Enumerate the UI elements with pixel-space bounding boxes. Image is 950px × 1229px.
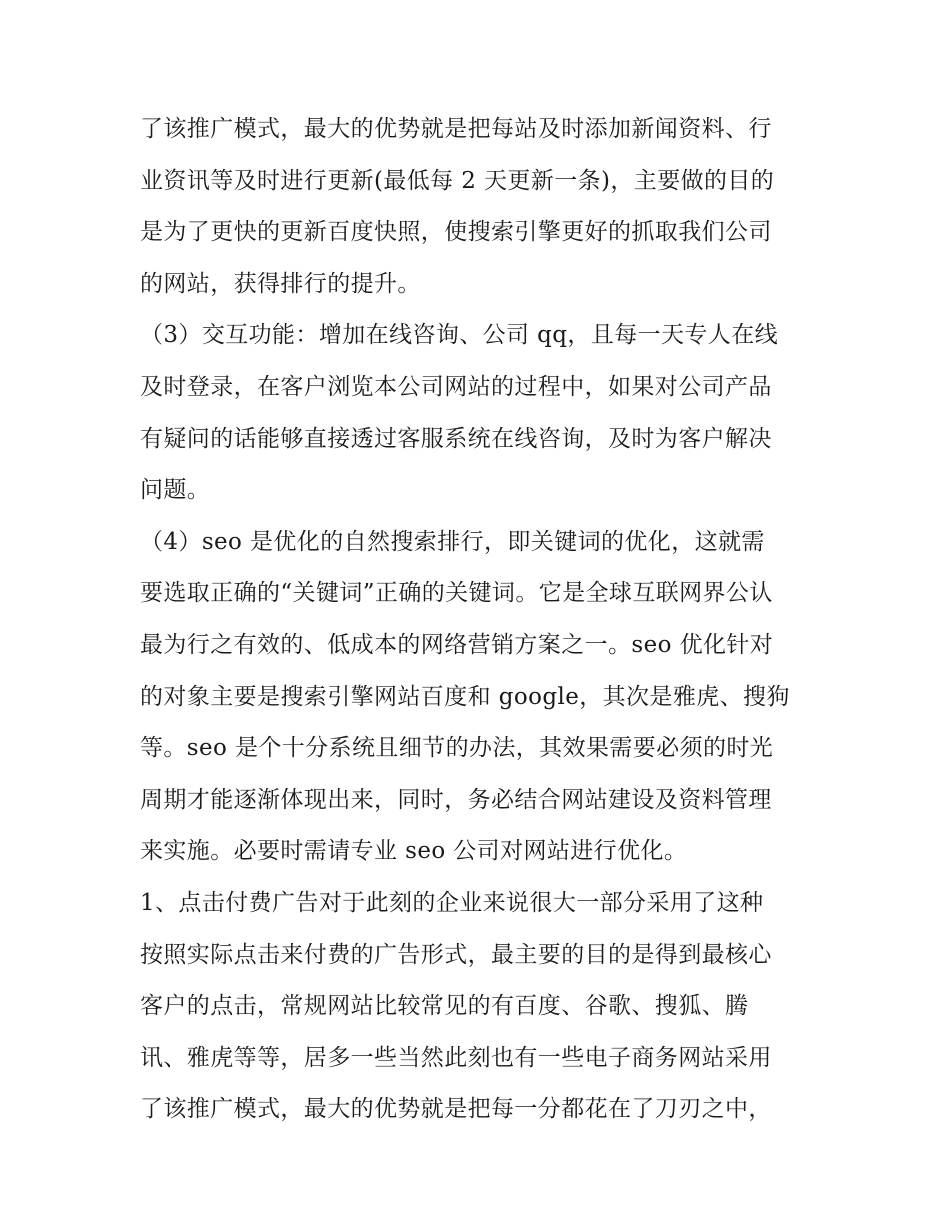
text-line: 按照实际点击来付费的广告形式，最主要的目的是得到最核心	[140, 941, 772, 968]
text-line: 了该推广模式，最大的优势就是把每一分都花在了刀刃之中，	[140, 1096, 772, 1123]
text-line: 讯、雅虎等等，居多一些当然此刻也有一些电子商务网站采用	[140, 1044, 772, 1071]
text-line: （3）交互功能：增加在线咨询、公司 qq，且每一天专人在线	[140, 322, 778, 349]
text-line: （4）seo 是优化的自然搜索排行，即关键词的优化，这就需	[140, 528, 765, 555]
text-line: 周期才能逐渐体现出来，同时，务必结合网站建设及资料管理	[140, 786, 772, 813]
text-line: 等。seo 是个十分系统且细节的办法，其效果需要必须的时光	[140, 735, 774, 762]
text-line: 有疑问的话能够直接透过客服系统在线咨询，及时为客户解决	[140, 425, 772, 452]
text-line: 1、点击付费广告对于此刻的企业来说很大一部分采用了这种	[140, 889, 764, 916]
text-line: 是为了更快的更新百度快照，使搜索引擎更好的抓取我们公司	[140, 219, 772, 246]
text-line: 业资讯等及时进行更新(最低每 2 天更新一条)，主要做的目的	[140, 167, 775, 194]
text-line: 的对象主要是搜索引擎网站百度和 google，其次是雅虎、搜狗	[140, 683, 790, 710]
text-line: 的网站，获得排行的提升。	[140, 270, 421, 297]
body-text	[140, 104, 820, 1136]
text-line: 及时登录，在客户浏览本公司网站的过程中，如果对公司产品	[140, 373, 772, 400]
text-line: 了该推广模式，最大的优势就是把每站及时添加新闻资料、行	[140, 116, 772, 142]
text-line: 要选取正确的“关键词”正确的关键词。它是全球互联网界公认	[140, 580, 773, 607]
text-line: 客户的点击，常规网站比较常见的有百度、谷歌、搜狐、腾	[140, 993, 749, 1020]
text-line: 来实施。必要时需请专业 seo 公司对网站进行优化。	[140, 838, 688, 865]
text-line: 最为行之有效的、低成本的网络营销方案之一。seo 优化针对	[140, 631, 774, 658]
text-line: 问题。	[140, 477, 211, 504]
